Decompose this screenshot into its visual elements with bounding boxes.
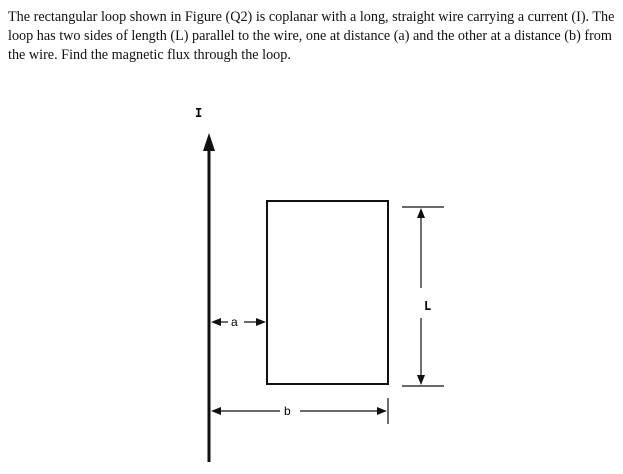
b-label: b bbox=[284, 404, 291, 418]
l-label: L bbox=[424, 299, 432, 313]
l-arrow-down bbox=[417, 375, 425, 385]
current-label: I bbox=[195, 106, 203, 120]
a-arrow-right bbox=[256, 318, 266, 326]
current-arrow-head bbox=[203, 133, 215, 151]
rectangular-loop bbox=[267, 201, 388, 384]
a-label: a bbox=[231, 315, 238, 329]
b-arrow-right bbox=[377, 407, 387, 415]
a-arrow-left bbox=[211, 318, 221, 326]
problem-statement: The rectangular loop shown in Figure (Q2) is coplanar with a long, straight wire carrying a current (I). The loop has two sides of length (L) parallel to the wire, one at distance (a) and the other at a distance (b) from the wire. Find the magnetic flux through the loop. bbox=[8, 9, 615, 63]
l-arrow-up bbox=[417, 208, 425, 218]
b-arrow-left bbox=[211, 407, 221, 415]
